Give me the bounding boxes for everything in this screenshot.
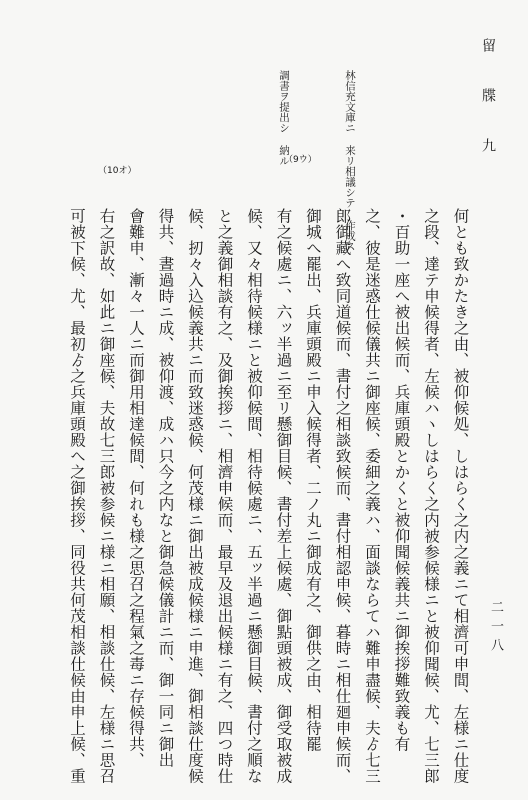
- body-line: と之義御相談有之、及御挨拶ニ、相濟申候而、最早及退出候様ニ有之、四つ時仕: [215, 208, 234, 784]
- body-line: 會難申、漸々一人ニ而御用相達候間、何れも様之思召之程氣之毒ニ存候得共、: [127, 208, 145, 768]
- folio-mark-10o: （10オ）: [98, 166, 137, 176]
- body-line: 可被下候、尤、最初ゟ之兵庫頭殿へ之御挨拶、同役共何茂相談仕候由申上候、重: [68, 208, 86, 784]
- page-number: 二一八: [488, 600, 503, 657]
- body-line: 得共、晝過時ニ成、被仰渡、成ハ只今之内なと御急候儀計ニ而、御一同ニ御出: [156, 208, 175, 768]
- margin-note-1: 林信充文庫ニ 来リ相議シテ 作成ス: [344, 70, 356, 252]
- body-line: 御城へ罷出、兵庫頭殿ニ申入候得者、二ノ丸ニ御成有之、御供之由、相待罷: [304, 208, 322, 752]
- body-line: 有之候處ニ、六ッ半過ニ至リ懸御目候、書付差上候處、御點頭被成、御受取被成: [274, 208, 293, 784]
- body-line: 何とも致かたき之由、被仰候処、しはらく之内之義ニて相濟可申間、左様ニ仕度: [451, 208, 470, 784]
- body-line: 之段、達テ申候得者、左候ハヽしはらく之内被参候様ニと被仰聞候、尤、七三郎: [422, 208, 440, 784]
- folio-mark-9u: （9ウ）: [284, 155, 317, 165]
- margin-note-2: 調書ヲ提出シ 納ル: [278, 70, 290, 166]
- body-line: 右之訳故、如此ニ御座候、夫故七三郎被参候ニ様ニ相願、相談仕候、左様ニ思召: [97, 208, 116, 784]
- body-line: 候、扨々入込候義共ニ而致迷惑候、何茂様ニ御出被成候様ニ申進、御相談仕度候: [186, 208, 204, 784]
- body-line: 郎御藏へ致同道候而、書付之相談致候而、書付相認申候、暮時ニ相仕廻申候而、: [333, 208, 352, 784]
- body-line: 之、彼是迷惑仕候儀共ニ御座候、委細之義ハ、面談ならてハ難申盡候、夫ゟ七三: [363, 208, 381, 784]
- body-line: 候、又々相待候様ニと被仰候間、相待候處ニ、五ッ半過ニ懸御目候、書付之順な: [245, 208, 263, 784]
- page-header-title: 留 牒 九: [480, 38, 496, 162]
- body-line: ・百助一座へ被出候而、兵庫頭殿とかくと被仰聞候義共ニ御挨拶難致義も有: [392, 208, 411, 752]
